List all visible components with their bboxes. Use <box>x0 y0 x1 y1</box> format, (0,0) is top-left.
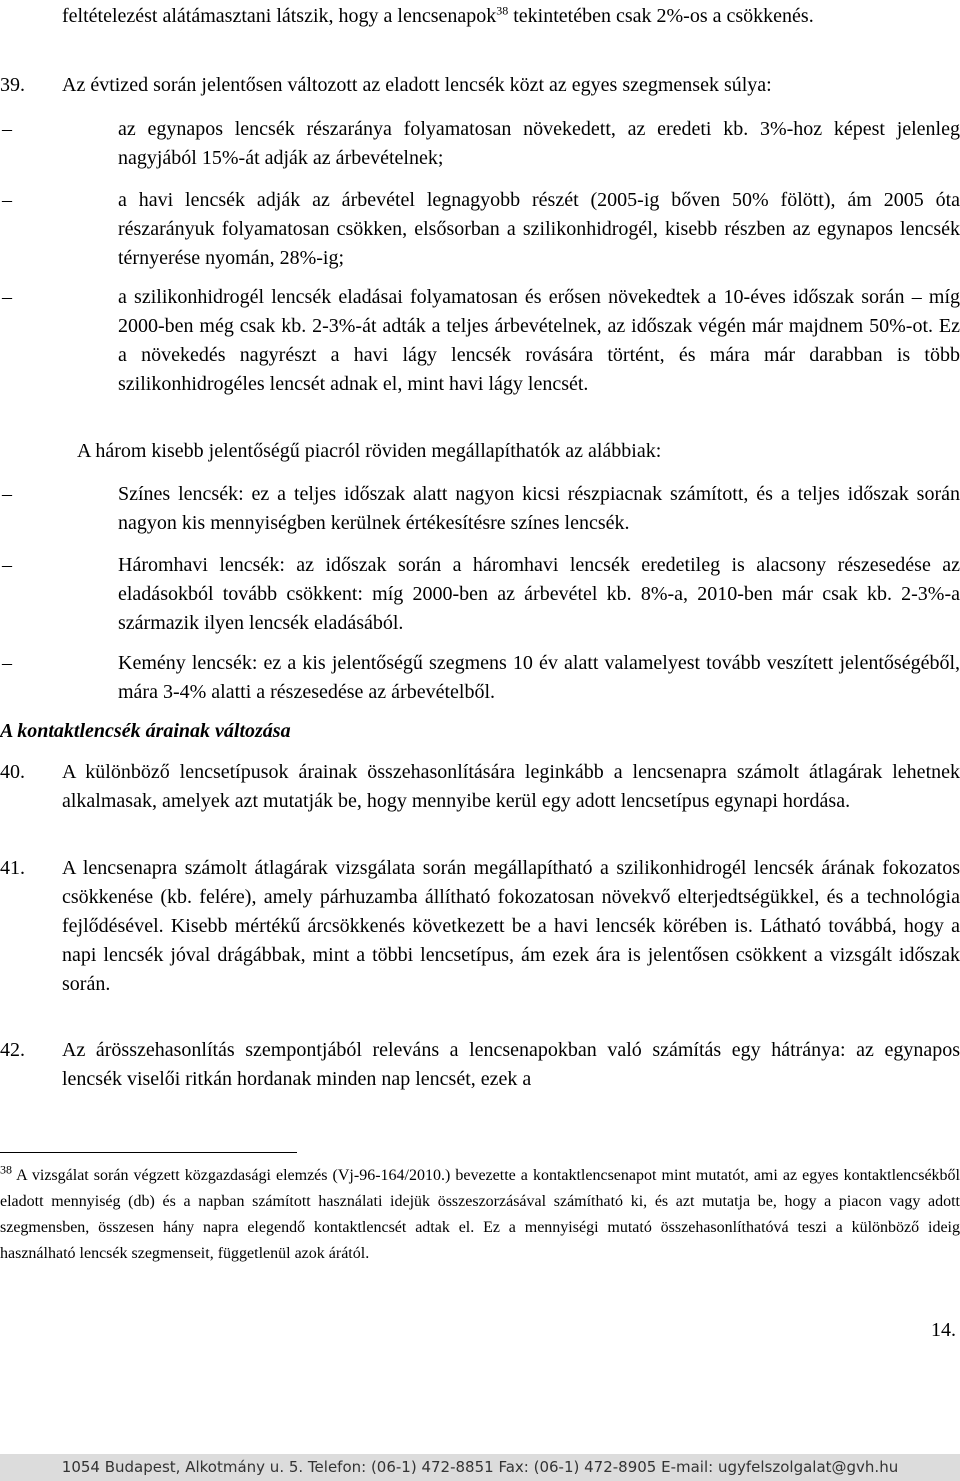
paragraph-number: 41. <box>0 857 25 879</box>
paragraph-39 <box>0 71 960 100</box>
bullet-text: Háromhavi lencsék: az időszak során a háromhavi lencsék eredetileg is alacsony részesedése az eladásokból tovább csökkent: míg 2000-ben az árbevétel kb. 8%-a, 2010-ben már csak kb. 2-3%-a származik ilyen lencsék eladásából. <box>118 554 960 634</box>
paragraph-text: A különböző lencsetípusok árainak összehasonlítására leginkább a lencsenapra számolt átlagárak lehetnek alkalmasak, amelyek azt mutatják be, hogy mennyibe kerül egy adott lencsetípus egynapi hordása. <box>62 761 960 812</box>
footnote-mark: 38 <box>0 1162 12 1177</box>
bullet-item <box>0 186 960 273</box>
paragraph-text: A lencsenapra számolt átlagárak vizsgálata során megállapítható a szilikonhidrogél lencsék árának fokozatos csökkenése (kb. felére), amely párhuzamba állítható fokozatosan növekvő elterjedtségükkel, és a technológia fejlődésével. Kisebb mértékű árcsökkenés következett be a havi lencsék körében is. Látható továbbá, hogy a napi lencsék jóval drágábbak, mint a többi lencsetípus, ám ezek ára is jelentősen csökkent a vizsgált időszak során. <box>62 857 960 995</box>
intro-text: A három kisebb jelentőségű piacról röviden megállapíthatók az alábbiak: <box>77 440 662 462</box>
paragraph-text: Az árösszehasonlítás szempontjából releváns a lencsenapokban való számítás egy hátránya: az egynapos lencsék viselői ritkán hordanak minden nap lencsét, ezek a <box>62 1039 960 1090</box>
bullet-item <box>0 115 960 173</box>
section-heading-text: A kontaktlencsék árainak változása <box>0 720 291 742</box>
footer-bar: 1054 Budapest, Alkotmány u. 5. Telefon: (06-1) 472-8851 Fax: (06-1) 472-8905 E-mail: ugyfelszolgalat@gvh.hu <box>0 1454 960 1481</box>
paragraph-42 <box>0 1036 960 1094</box>
bullet-item <box>0 283 960 399</box>
bullet-text: a szilikonhidrogél lencsék eladásai folyamatosan és erősen növekedtek a 10-éves időszak során – míg 2000-ben még csak kb. 2-3%-át adták a teljes árbevételnek, az időszak végén már majdnem 50%-ot. Ez a növekedés nagyrészt a havi lágy lencsék rovására történt, és mára már darabban is több szilikonhidrogéles lencsét adnak el, mint havi lágy lencsét. <box>118 286 960 395</box>
footnote-text: A vizsgálat során végzett közgazdasági elemzés (Vj-96-164/2010.) bevezette a kontaktlencsenapot mint mutatót, ami az egyes kontaktlencsékből eladott mennyiség (db) és a napban számított használati idejük összeszorzásával számítható ki, és azt mutatja be, hogy a piacon vagy adott szegmensben, összesen hány napra elegendő kontaktlencsét adtak el. Ez a mennyiségi mutató összehasonlíthatóvá teszi a különböző ideig használható lencsék szegmenseit, függetlenül azok árától. <box>0 1167 960 1262</box>
page-number: 14. <box>931 1319 956 1341</box>
dash-bullet: – <box>2 483 12 505</box>
continuation-paragraph <box>0 2 960 31</box>
paragraph-number: 40. <box>0 761 25 783</box>
continuation-text-after: tekintetében csak 2%-os a csökkenés. <box>508 5 814 27</box>
bullet-item <box>0 480 960 538</box>
bullet-item <box>0 649 960 707</box>
intro-paragraph <box>0 437 960 466</box>
dash-bullet: – <box>2 652 12 674</box>
bullet-text: Kemény lencsék: ez a kis jelentőségű szegmens 10 év alatt valamelyest tovább veszített jelentőségéből, mára 3-4% alatti a részesedése az árbevételből. <box>118 652 960 703</box>
paragraph-number: 42. <box>0 1039 25 1061</box>
dash-bullet: – <box>2 189 12 211</box>
bullet-item <box>0 551 960 638</box>
footnote-ref-38[interactable]: 38 <box>496 3 509 18</box>
dash-bullet: – <box>2 118 12 140</box>
bullet-text: az egynapos lencsék részaránya folyamatosan növekedett, az eredeti kb. 3%-hoz képest jelenleg nagyjából 15%-át adják az árbevételnek; <box>118 118 960 169</box>
footnote-38 <box>0 1163 960 1267</box>
footnote-separator <box>0 1152 297 1153</box>
paragraph-41 <box>0 854 960 999</box>
continuation-text-before: feltételezést alátámasztani látszik, hogy a lencsenapok <box>62 5 497 27</box>
dash-bullet: – <box>2 286 12 308</box>
paragraph-number: 39. <box>0 74 25 96</box>
paragraph-text: Az évtized során jelentősen változott az eladott lencsék közt az egyes szegmensek súlya: <box>62 74 772 96</box>
dash-bullet: – <box>2 554 12 576</box>
section-heading <box>0 717 960 746</box>
paragraph-40 <box>0 758 960 816</box>
bullet-text: a havi lencsék adják az árbevétel legnagyobb részét (2005-ig bőven 50% fölött), ám 2005 óta részarányuk folyamatosan csökken, elsősorban a szilikonhidrogél, kisebb részben az egynapos lencsék térnyerése nyomán, 28%-ig; <box>118 189 960 269</box>
bullet-text: Színes lencsék: ez a teljes időszak alatt nagyon kicsi részpiacnak számított, és a teljes időszak során nagyon kis mennyiségben kerülnek értékesítésre színes lencsék. <box>118 483 960 534</box>
